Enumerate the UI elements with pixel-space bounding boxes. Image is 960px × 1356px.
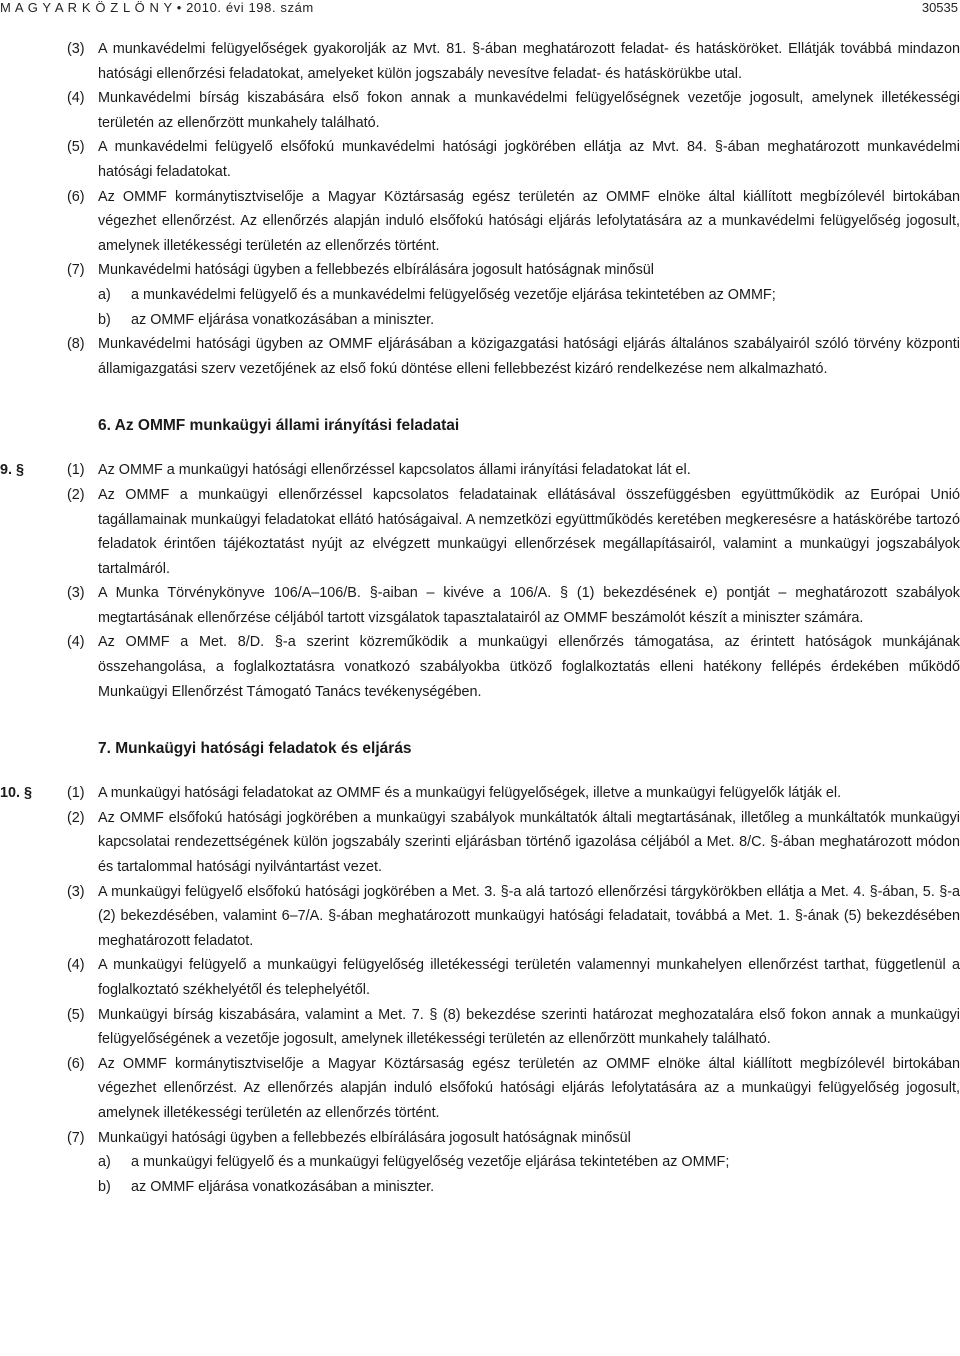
list-letter: b) xyxy=(98,1178,111,1195)
paragraph-number: (6) xyxy=(67,1055,85,1072)
paragraph-text: A munkaügyi felügyelő elsőfokú hatósági jogkörében a Met. 3. §-a alá tartozó ellenőrzési tárgykörökben ellátja a Met. 4. §-ában, 5. §-a (2) bekezdésében, valamint 6–7/A. §-ában meghatározott munkaügyi hatósági feladatait, továbbá a Met. 1. §-ának (5) bekezdésében meghatározott feladatot. xyxy=(98,883,960,949)
paragraph-text: Az OMMF a munkaügyi hatósági ellenőrzéssel kapcsolatos állami irányítási feladatokat lát el. xyxy=(98,462,691,479)
list-item xyxy=(98,283,960,308)
paragraph-3 xyxy=(0,37,960,86)
section-9-paragraph-3 xyxy=(0,581,960,630)
paragraph-number: (2) xyxy=(67,486,85,503)
paragraph-number: (6) xyxy=(67,188,85,205)
section-10-paragraph-1 xyxy=(0,781,960,806)
paragraph-text: Az OMMF a Met. 8/D. §-a szerint közreműködik a munkaügyi ellenőrzés támogatása, az érintett hatóságok munkájának összehangolása, a foglalkoztatásra vonatkozó szabályokba ütköző foglalkoztatás elleni hatékony fellépés érdekében működő Munkaügyi Ellenőrzést Támogató Tanács tevékenységében. xyxy=(98,634,960,700)
paragraph-number: (7) xyxy=(67,262,85,279)
paragraph-text: A Munka Törvénykönyve 106/A–106/B. §-aiban – kivéve a 106/A. § (1) bekezdésének e) pontját – meghatározott szabályok megtartásának ellenőrzése céljából tartott vizsgálatok tapasztalatairól az OMMF beszámolót készít a miniszter számára. xyxy=(98,585,960,626)
list-letter: b) xyxy=(98,311,111,328)
paragraph-6 xyxy=(0,185,960,259)
paragraph-text: Munkaügyi hatósági ügyben a fellebbezés elbírálására jogosult hatóságnak minősül xyxy=(98,1129,631,1146)
paragraph-number: (3) xyxy=(67,585,85,602)
paragraph-text: Munkaügyi bírság kiszabására, valamint a Met. 7. § (8) bekezdése szerinti határozat meghozatalára első fokon annak a munkaügyi felügyelőségének a vezetője jogosult, amelynek illetékességi területén az ellenőrzött munkahely található. xyxy=(98,1006,960,1048)
section-heading-6: 6. Az OMMF munkaügyi állami irányítási feladatai xyxy=(98,417,460,435)
section-heading-7: 7. Munkaügyi hatósági feladatok és eljárás xyxy=(98,740,412,758)
paragraph-number: (2) xyxy=(67,809,85,826)
list-text: az OMMF eljárása vonatkozásában a miniszter. xyxy=(131,1178,435,1195)
list-letter: a) xyxy=(98,1154,111,1171)
paragraph-7 xyxy=(0,258,960,283)
paragraph-number: (4) xyxy=(67,957,85,974)
paragraph-number: (4) xyxy=(67,634,85,651)
section-10-paragraph-7 xyxy=(0,1126,960,1151)
section-9-paragraph-1 xyxy=(0,458,960,483)
section-9-paragraph-4 xyxy=(0,630,960,704)
paragraph-text: Az OMMF kormánytisztviselője a Magyar Köztársaság egész területén az OMMF elnöke által kiállított megbízólevél birtokában végezhet ellenőrzést. Az ellenőrzés alapján induló elsőfokú hatósági eljárás lefolytatására az a munkaügyi felügyelőség jogosult, amelynek illetékességi területén az ellenőrzés történt. xyxy=(98,1055,960,1121)
paragraph-text: A munkavédelmi felügyelő elsőfokú munkavédelmi hatósági jogkörében ellátja az Mvt. 84. §-ában meghatározott munkavédelmi hatósági feladatokat. xyxy=(98,139,960,180)
paragraph-number: (3) xyxy=(67,883,85,900)
paragraph-text: Munkavédelmi bírság kiszabására első fokon annak a munkavédelmi felügyelőségnek vezetője jogosult, amelynek illetékességi területén az ellenőrzött munkahely található. xyxy=(98,90,960,131)
section-10-paragraph-2 xyxy=(0,806,960,880)
paragraph-number: (1) xyxy=(67,785,85,802)
paragraph-text: A munkaügyi felügyelő a munkaügyi felügyelőség illetékességi területén valamennyi munkahelyen ellenőrzést tarthat, függetlenül a foglalkoztató székhelyétől és telephelyétől. xyxy=(98,957,960,998)
section-label: 10. § xyxy=(0,785,33,802)
paragraph-number: (5) xyxy=(67,139,85,156)
paragraph-text: Munkavédelmi hatósági ügyben az OMMF eljárásában a közigazgatási hatósági eljárás általános szabályairól szóló törvény központi államigazgatási szerv vezetőjének az első fokú döntése elleni fellebbezést kizáró rendelkezése nem alkalmazható. xyxy=(98,336,960,377)
list-item xyxy=(98,1175,960,1200)
list-text: a munkaügyi felügyelő és a munkaügyi felügyelőség vezetője eljárása tekintetében az OMMF; xyxy=(131,1154,730,1171)
list-item xyxy=(98,308,960,333)
paragraph-number: (8) xyxy=(67,336,85,353)
list-item xyxy=(98,1150,960,1175)
paragraph-text: Az OMMF kormánytisztviselője a Magyar Köztársaság egész területén az OMMF elnöke által kiállított megbízólevél birtokában végezhet ellenőrzést. Az ellenőrzés alapján induló elsőfokú hatósági eljárás lefolytatására az a munkavédelmi felügyelőség jogosult, amelynek illetékességi területén az ellenőrzés történt. xyxy=(98,188,960,254)
paragraph-text: Munkavédelmi hatósági ügyben a fellebbezés elbírálására jogosult hatóságnak minősül xyxy=(98,262,654,279)
section-10-paragraph-6 xyxy=(0,1052,960,1126)
paragraph-text: A munkavédelmi felügyelőségek gyakorolják az Mvt. 81. §-ában meghatározott feladat- és hatásköröket. Ellátják továbbá mindazon hatósági ellenőrzési feladatokat, amelyeket külön jogszabály nevesítve feladat- és hatáskörükbe utal. xyxy=(98,41,960,82)
paragraph-number: (5) xyxy=(67,1006,85,1023)
paragraph-text: A munkaügyi hatósági feladatokat az OMMF és a munkaügyi felügyelőségek, illetve a munkaügyi felügyelők látják el. xyxy=(98,785,842,802)
paragraph-number: (7) xyxy=(67,1129,85,1146)
paragraph-number: (4) xyxy=(67,90,85,107)
paragraph-text: Az OMMF a munkaügyi ellenőrzéssel kapcsolatos feladatainak ellátásával összefüggésben együttműködik az Európai Unió tagállamainak munkaügyi feladatokat ellátó hatóságaival. A nemzetközi együttműködés keretében megkeresésre a hatáskörébe tartozó feladatok érintően tájékoztatást nyújt az elvégzett munkaügyi ellenőrzések megállapításairól, valamint a munkaügyi jogszabályok tartalmáról. xyxy=(98,486,960,577)
document-body xyxy=(0,37,960,1199)
section-10-paragraph-3 xyxy=(0,880,960,954)
paragraph-number: (1) xyxy=(67,462,85,479)
paragraph-text: Az OMMF elsőfokú hatósági jogkörében a munkaügyi szabályok munkáltatók általi megtartásának, illetőleg a munkáltatók munkaügyi kapcsolatai rendezettségének külön jogszabály szerinti eljárásban történő igazolása céljából a Met. 8/C. §-ában meghatározott módon és tartalommal hatósági nyilvántartást vezet. xyxy=(98,809,960,876)
page-header xyxy=(0,0,960,22)
list-text: a munkavédelmi felügyelő és a munkavédelmi felügyelőség vezetője eljárása tekintetében az OMMF; xyxy=(131,286,776,303)
section-10-paragraph-5 xyxy=(0,1003,960,1052)
list-text: az OMMF eljárása vonatkozásában a miniszter. xyxy=(131,311,435,328)
paragraph-5 xyxy=(0,135,960,184)
section-label: 9. § xyxy=(0,462,25,479)
section-9-paragraph-2 xyxy=(0,483,960,581)
list-letter: a) xyxy=(98,286,111,303)
section-10-paragraph-4 xyxy=(0,953,960,1002)
page-number: 30535 xyxy=(921,0,958,15)
paragraph-8 xyxy=(0,332,960,381)
paragraph-4 xyxy=(0,86,960,135)
paragraph-number: (3) xyxy=(67,41,85,57)
journal-title: M A G Y A R K Ö Z L Ö N Y • 2010. évi 198. szám xyxy=(0,0,314,15)
